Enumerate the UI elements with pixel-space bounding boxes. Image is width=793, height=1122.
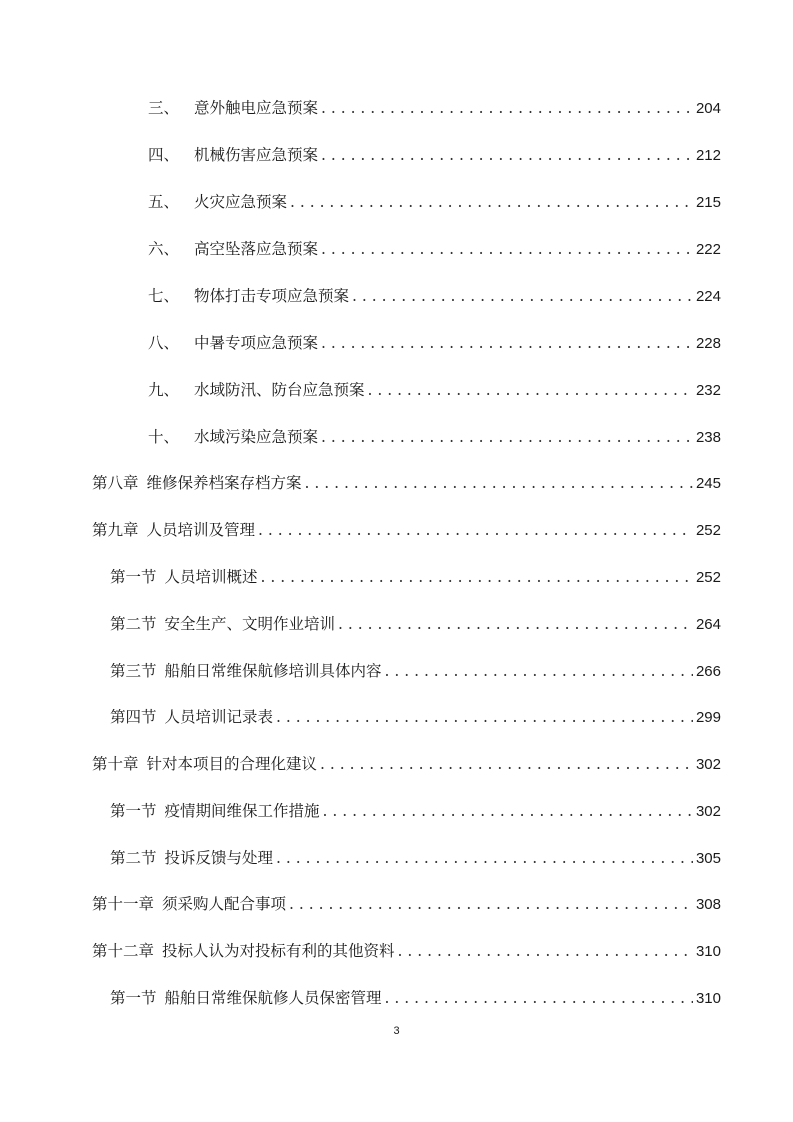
entry-page: 252 <box>695 569 721 586</box>
entry-page: 232 <box>695 382 721 399</box>
dot-leader <box>258 518 693 542</box>
section-number: 第四节 <box>110 708 157 726</box>
chapter-title: 针对本项目的合理化建议 <box>146 755 318 773</box>
entry-number: 八、 <box>148 334 180 352</box>
entry-page: 308 <box>695 896 721 913</box>
dot-leader <box>321 143 693 167</box>
section-number: 第一节 <box>110 802 157 820</box>
entry-title: 机械伤害应急预案 <box>194 146 319 164</box>
dot-leader <box>385 986 693 1010</box>
dot-leader <box>398 939 693 963</box>
dot-leader <box>305 471 693 495</box>
entry-number: 三、 <box>148 99 180 117</box>
toc-section[interactable] <box>110 846 721 870</box>
dot-leader <box>385 659 693 683</box>
chapter-title: 人员培训及管理 <box>146 521 256 539</box>
entry-page: 238 <box>695 429 721 446</box>
entry-title: 高空坠落应急预案 <box>194 240 319 258</box>
chapter-number: 第九章 <box>92 521 139 539</box>
chapter-title: 须采购人配合事项 <box>162 895 287 913</box>
entry-title: 中暑专项应急预案 <box>194 334 319 352</box>
entry-page: 215 <box>695 194 721 211</box>
toc-entry[interactable] <box>148 331 721 355</box>
section-number: 第二节 <box>110 615 157 633</box>
dot-leader <box>323 799 693 823</box>
chapter-number: 第八章 <box>92 474 139 492</box>
toc-entry[interactable] <box>148 237 721 261</box>
dot-leader <box>261 565 693 589</box>
toc-entry[interactable] <box>148 284 721 308</box>
toc-entry[interactable] <box>148 425 721 449</box>
dot-leader <box>290 190 693 214</box>
dot-leader <box>320 752 693 776</box>
toc-chapter[interactable] <box>92 518 721 542</box>
entry-number: 九、 <box>148 381 180 399</box>
entry-page: 310 <box>695 943 721 960</box>
chapter-number: 第十章 <box>92 755 139 773</box>
entry-page: 302 <box>695 803 721 820</box>
entry-title: 物体打击专项应急预案 <box>194 287 350 305</box>
entry-page: 264 <box>695 616 721 633</box>
chapter-title: 投标人认为对投标有利的其他资料 <box>162 942 395 960</box>
dot-leader <box>276 705 693 729</box>
toc-section[interactable] <box>110 612 721 636</box>
dot-leader <box>321 96 693 120</box>
entry-number: 七、 <box>148 287 180 305</box>
toc-entry[interactable] <box>148 143 721 167</box>
toc-section[interactable] <box>110 705 721 729</box>
entry-title: 意外触电应急预案 <box>194 99 319 117</box>
entry-title: 水域防汛、防台应急预案 <box>194 381 365 399</box>
entry-page: 204 <box>695 100 721 117</box>
entry-number: 五、 <box>148 193 180 211</box>
entry-page: 305 <box>695 850 721 867</box>
entry-page: 245 <box>695 475 721 492</box>
entry-page: 212 <box>695 147 721 164</box>
page-number: 3 <box>393 1025 400 1037</box>
dot-leader <box>276 846 693 870</box>
toc-section[interactable] <box>110 659 721 683</box>
dot-leader <box>338 612 693 636</box>
dot-leader <box>321 331 693 355</box>
section-title: 人员培训概述 <box>164 568 258 586</box>
toc-chapter[interactable] <box>92 892 721 916</box>
dot-leader <box>321 237 693 261</box>
entry-page: 310 <box>695 990 721 1007</box>
toc-section[interactable] <box>110 565 721 589</box>
section-number: 第三节 <box>110 662 157 680</box>
section-title: 安全生产、文明作业培训 <box>164 615 336 633</box>
entry-number: 四、 <box>148 146 180 164</box>
section-title: 投诉反馈与处理 <box>164 849 274 867</box>
entry-page: 228 <box>695 335 721 352</box>
section-title: 船舶日常维保航修人员保密管理 <box>164 989 382 1007</box>
dot-leader <box>368 378 693 402</box>
section-title: 船舶日常维保航修培训具体内容 <box>164 662 382 680</box>
section-number: 第一节 <box>110 989 157 1007</box>
entry-number: 六、 <box>148 240 180 258</box>
chapter-number: 第十二章 <box>92 942 155 960</box>
entry-title: 水域污染应急预案 <box>194 428 319 446</box>
entry-page: 299 <box>695 709 721 726</box>
section-number: 第二节 <box>110 849 157 867</box>
entry-page: 266 <box>695 663 721 680</box>
entry-title: 火灾应急预案 <box>194 193 288 211</box>
toc-entry[interactable] <box>148 96 721 120</box>
dot-leader <box>321 425 693 449</box>
toc-section[interactable] <box>110 799 721 823</box>
section-title: 疫情期间维保工作措施 <box>164 802 320 820</box>
toc-entry[interactable] <box>148 190 721 214</box>
dot-leader <box>352 284 693 308</box>
entry-page: 302 <box>695 756 721 773</box>
chapter-number: 第十一章 <box>92 895 155 913</box>
entry-page: 224 <box>695 288 721 305</box>
section-number: 第一节 <box>110 568 157 586</box>
toc-chapter[interactable] <box>92 471 721 495</box>
dot-leader <box>289 892 693 916</box>
entry-number: 十、 <box>148 428 180 446</box>
toc-entry[interactable] <box>148 378 721 402</box>
entry-page: 222 <box>695 241 721 258</box>
toc-chapter[interactable] <box>92 939 721 963</box>
chapter-title: 维修保养档案存档方案 <box>146 474 302 492</box>
toc-section[interactable] <box>110 986 721 1010</box>
entry-page: 252 <box>695 522 721 539</box>
toc-chapter[interactable] <box>92 752 721 776</box>
section-title: 人员培训记录表 <box>164 708 274 726</box>
